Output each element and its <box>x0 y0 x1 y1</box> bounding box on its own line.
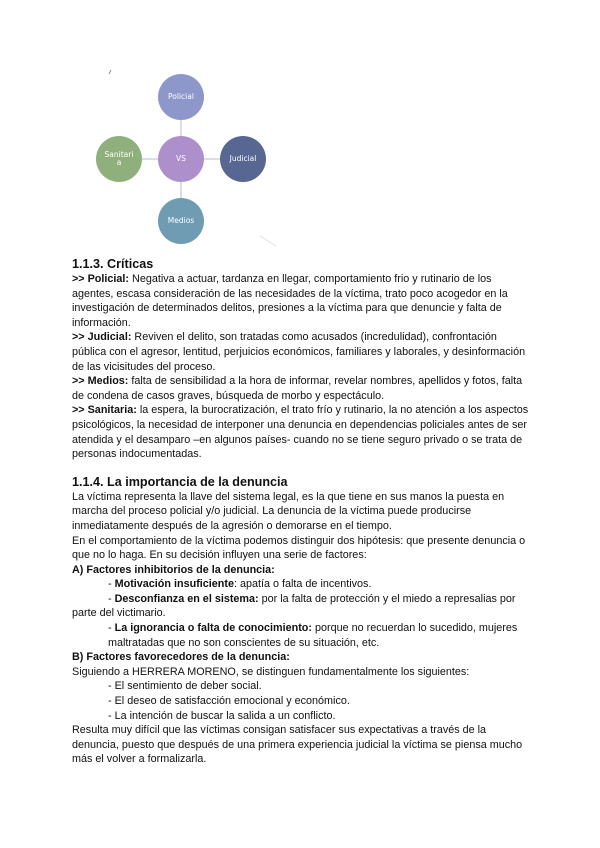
section-heading-criticas: 1.1.3. Críticas <box>72 257 154 271</box>
critica-medios-label: >> Medios: <box>72 375 129 388</box>
list-item: - El deseo de satisfacción emocional y económico. <box>108 695 350 708</box>
diagram-node-policial: Policial <box>158 74 204 120</box>
paragraph: Resulta muy difícil que las víctimas consigan satisfacer sus expectativas a través de la denuncia, puesto que después de una primera experiencia judicial la víctima se piensa mucho más el volver a formalizarla. <box>72 724 523 766</box>
critica-judicial <box>72 330 532 374</box>
list-item: - La intención de buscar la salida a un conflicto. <box>108 709 336 722</box>
critica-policial-text: Negativa a actuar, tardanza en llegar, comportamiento frio y rutinario de los agentes, escasa consideración de las necesidades de la víctima, trato poco acogedor en la investigación de determinados delitos, presiones a la víctima para que denuncie y falta de información. <box>72 273 508 329</box>
paragraph: En el comportamiento de la víctima podemos distinguir dos hipótesis: que presente denuncia o que no lo haga. En su decisión influyen una serie de factores: <box>72 534 526 562</box>
diagram-node-sanitaria: Sanitari a <box>96 136 142 182</box>
section-heading-denuncia: 1.1.4. La importancia de la denuncia <box>72 474 288 489</box>
critica-sanitaria-text: la espera, la burocratización, el trato frío y rutinario, la no atención a los aspectos psicológicos, la necesidad de interponer una denuncia en dependencias policiales antes de ser atendida y el desamparo –en algunos países- cuando no se tiene seguro privado o se trata de personas indocumentadas. <box>72 404 529 461</box>
paragraph: La víctima representa la llave del sistema legal, es la que tiene en sus manos la puesta en marcha del proceso policial y/o judicial. La denuncia de la víctima puede producirse inmediatamente después de la agresión o demorarse en el tiempo. <box>72 490 505 532</box>
document-body <box>72 256 532 767</box>
list-item: - Motivación insuficiente: apatía o falta de incentivos. <box>108 578 372 591</box>
critics-diagram <box>90 66 280 256</box>
diagram-node-judicial: Judicial <box>220 136 266 182</box>
paragraph: Siguiendo a HERRERA MORENO, se distinguen fundamentalmente los siguientes: <box>72 665 470 678</box>
critica-judicial-label: >> Judicial: <box>72 331 132 344</box>
subheading-favorecedores: B) Factores favorecedores de la denuncia: <box>72 651 290 664</box>
critica-sanitaria-label: >> Sanitaria: <box>72 404 137 417</box>
critica-policial-label: >> Policial: <box>72 273 130 285</box>
diagram-node-center: VS <box>158 136 204 182</box>
list-item: - El sentimiento de deber social. <box>108 680 262 693</box>
critica-sanitaria <box>72 403 532 461</box>
critica-medios-text: falta de sensibilidad a la hora de informar, revelar nombres, apellidos y fotos, falta de condena de casos graves, búsqueda de morbo y espectáculo. <box>72 375 523 402</box>
critica-policial <box>72 272 532 330</box>
diagram-node-medios: Medios <box>158 198 204 244</box>
critica-judicial-text: Reviven el delito, son tratadas como acusados (incredulidad), confrontación pública con el agresor, lentitud, perjuicios económicos, familiares y laborales, y desinformación de las vicisitudes del proceso. <box>72 331 526 373</box>
critica-medios <box>72 374 532 403</box>
list-item: - Desconfianza en el sistema: por la falta de protección y el miedo a represalias por parte del victimario. <box>72 592 516 620</box>
list-item: - La ignorancia o falta de conocimiento: porque no recuerdan lo sucedido, mujeres maltratadas que no son conscientes de su situación, etc. <box>108 622 518 649</box>
subheading-inhibitorios: A) Factores inhibitorios de la denuncia: <box>72 563 275 576</box>
